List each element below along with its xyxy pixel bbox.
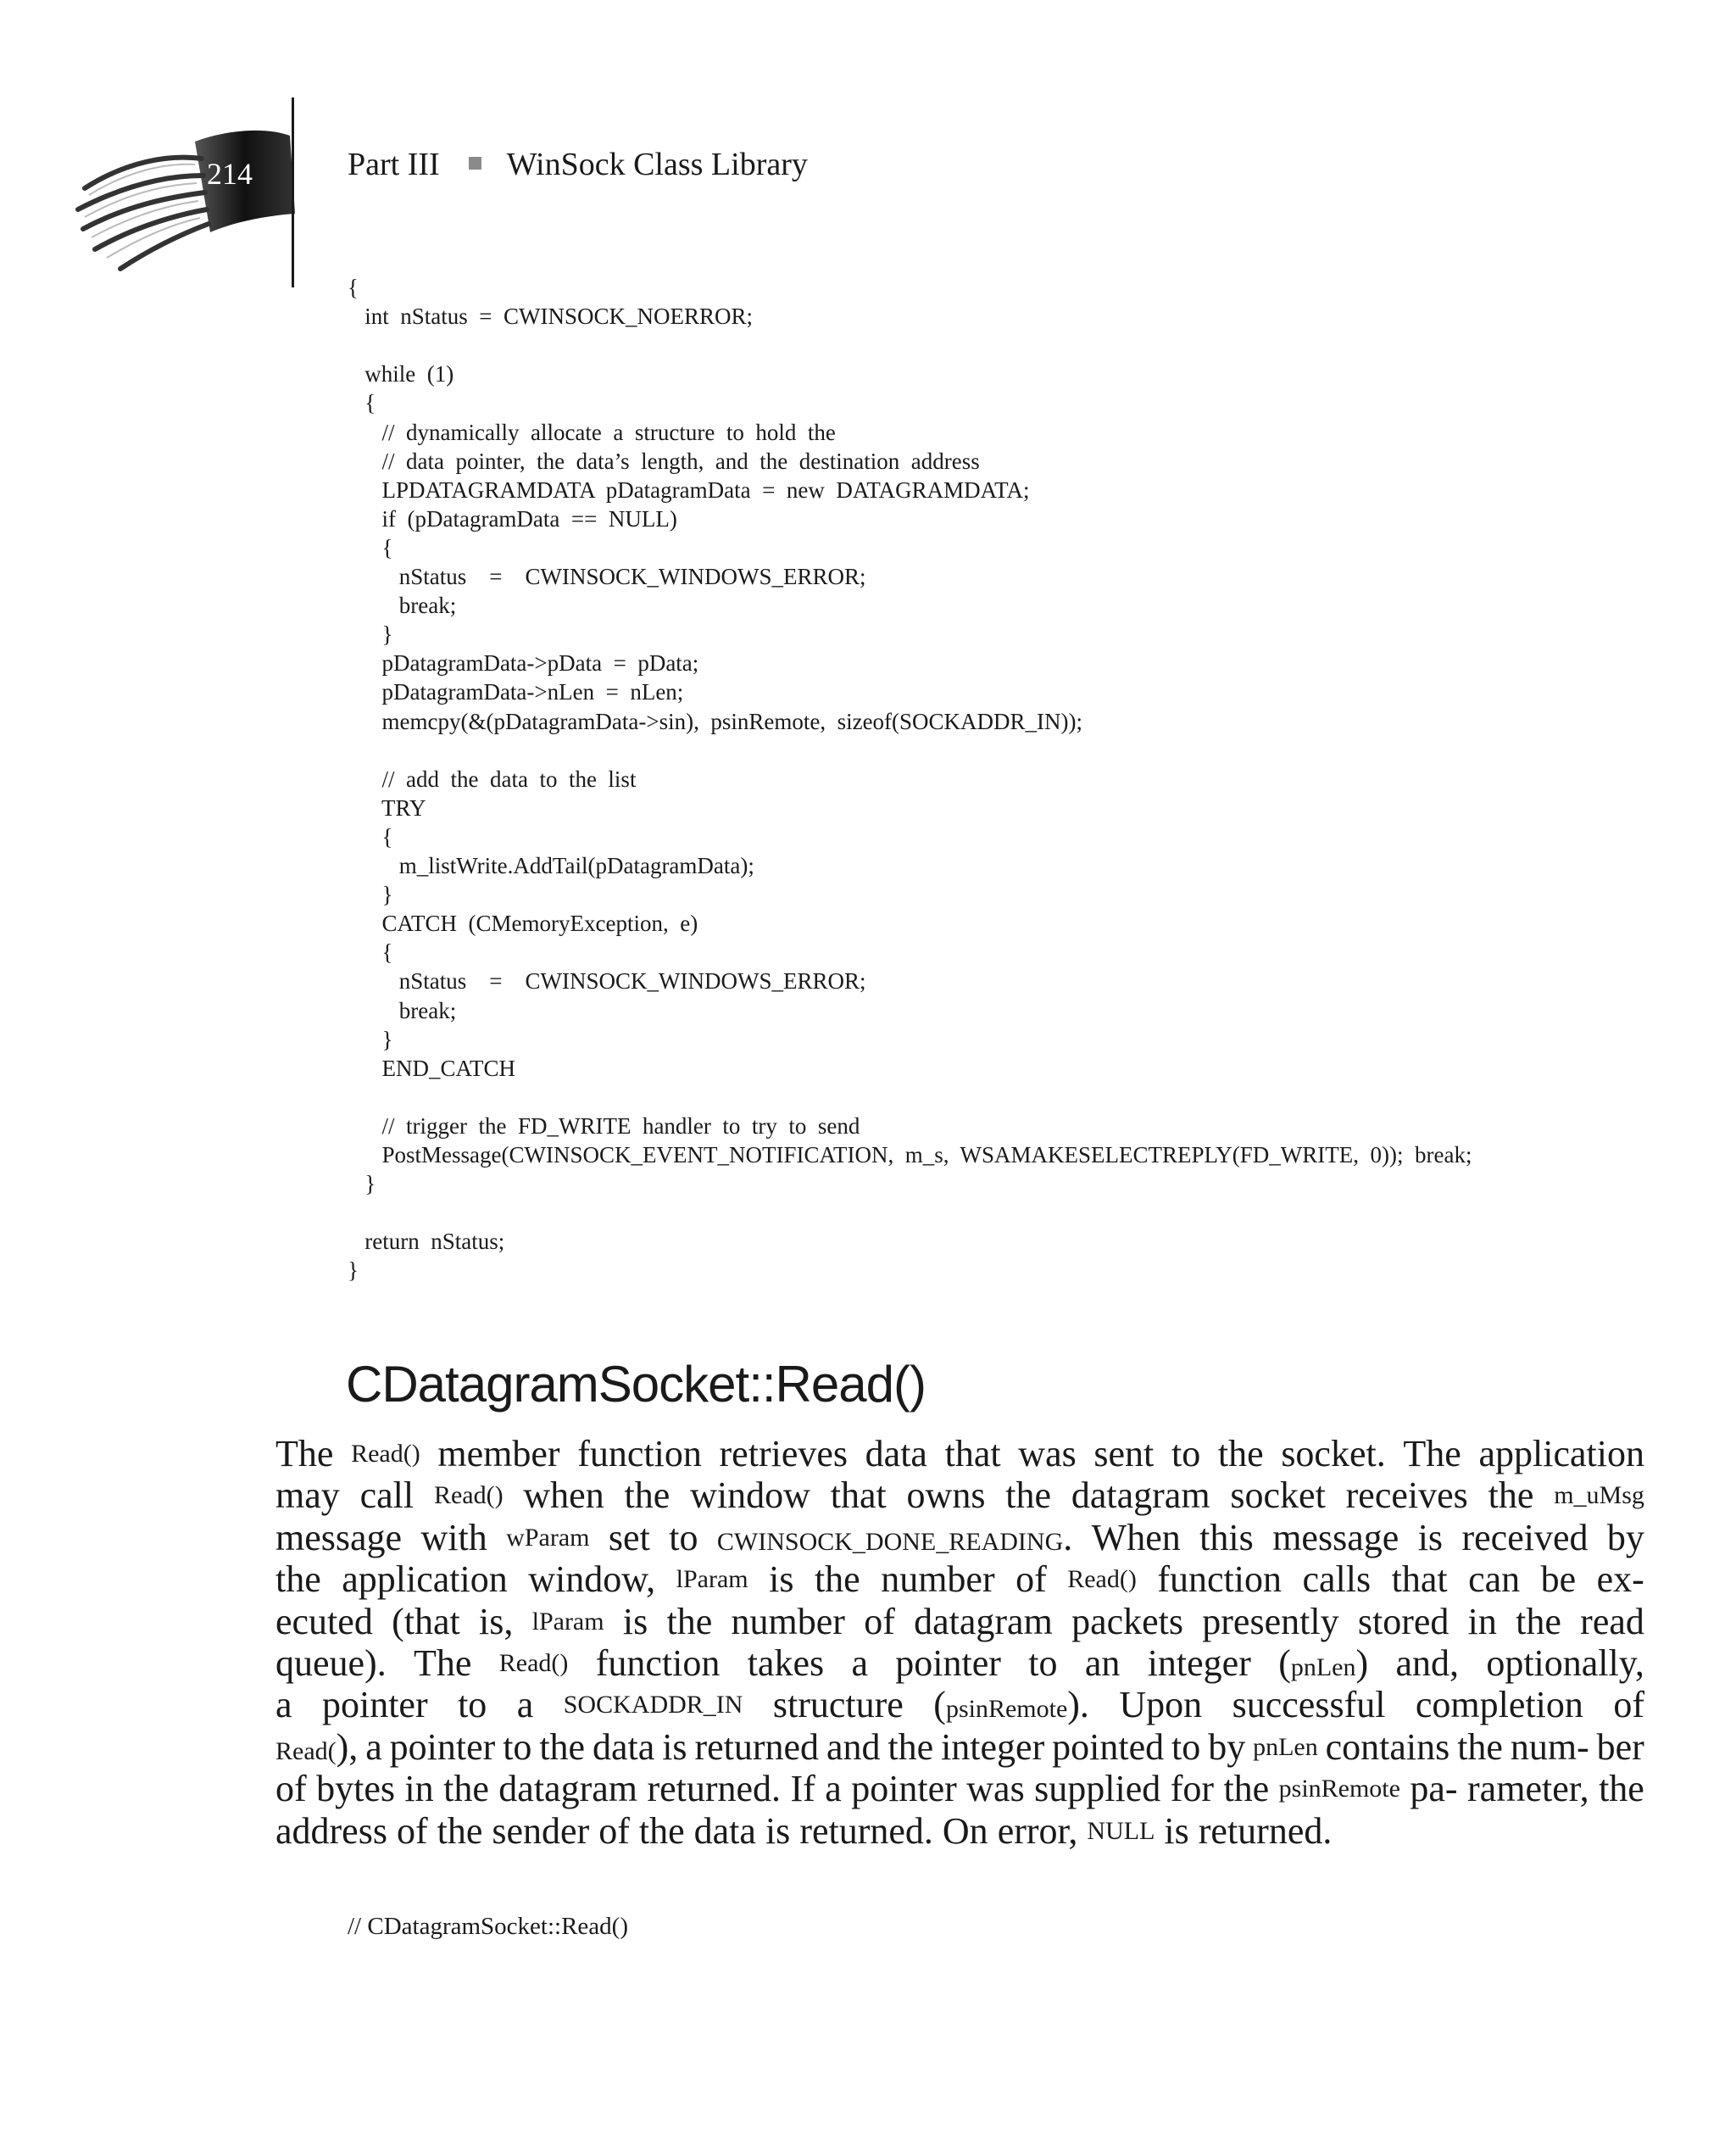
paragraph-word: the [539,1725,586,1768]
paragraph-word: socket [1230,1474,1326,1517]
paragraph-word: of [396,1809,428,1852]
paragraph-word: presently [1202,1600,1339,1642]
paragraph-word: pointer [321,1684,428,1726]
paragraph-word: wParam [506,1523,590,1552]
code-line: while (1) [348,361,454,387]
paragraph-word: ex- [1596,1558,1644,1601]
paragraph-word: lParam [531,1607,604,1636]
paragraph-word: The [1403,1433,1461,1474]
part-label: Part III [348,147,440,182]
paragraph-word: pa- [1410,1768,1458,1810]
code-line: END_CATCH [348,1055,516,1081]
paragraph-word: Read(), [275,1725,359,1768]
paragraph-word: When [1091,1516,1181,1558]
paragraph-word: of [275,1768,307,1810]
pointing-hand-icon [68,95,322,290]
paragraph-word: pointed [1052,1725,1165,1768]
code-line: m_listWrite.AddTail(pDatagramData); [348,853,754,878]
paragraph-word: to [669,1516,698,1558]
code-line: } [348,621,393,648]
paragraph-word: supplied [1034,1768,1161,1810]
chapter-title: WinSock Class Library [506,147,808,182]
paragraph-word: stored [1357,1600,1449,1642]
paragraph-word: application [342,1558,508,1601]
code-line: // data pointer, the data’s length, and the destination address [348,448,980,474]
paragraph-word: window [690,1474,810,1517]
paragraph-word: pointer [851,1768,957,1810]
paragraph-word: pnLen [1253,1732,1318,1761]
paragraph-word: window, [528,1558,656,1601]
paragraph-line [275,1726,1644,1768]
code-line: int nStatus = CWINSOCK_NOERROR; [348,304,754,330]
paragraph-word: completion [1415,1684,1583,1726]
code-line: nStatus = CWINSOCK_WINDOWS_ERROR; [348,968,866,995]
paragraph-word: SOCKADDR_IN [563,1691,743,1719]
paragraph-word: is [769,1558,794,1601]
paragraph-word: for [1170,1768,1214,1810]
paragraph-line [275,1768,1644,1809]
paragraph-word: the [887,1725,934,1768]
paragraph-word: returned. [647,1768,782,1810]
paragraph-word: is [622,1600,648,1642]
code-line: break; [348,593,457,619]
paragraph-word: with [420,1516,487,1558]
paragraph-word: message [275,1516,403,1558]
code-line: } [348,1026,393,1052]
paragraph-word: The [414,1641,472,1684]
paragraph-word: a [851,1641,868,1684]
vertical-rule [292,98,294,287]
paragraph-word: received [1461,1516,1589,1558]
paragraph-word: takes [747,1641,825,1684]
code-line: } [348,882,393,908]
paragraph-word: of [1613,1684,1644,1726]
code-line: if (pDatagramData == NULL) [348,505,677,532]
paragraph-word: that [830,1474,887,1517]
paragraph-word: address [275,1809,387,1852]
paragraph-word: (that [392,1600,460,1642]
paragraph-word: when [523,1474,604,1517]
paragraph-word: If [790,1768,815,1810]
paragraph-line [275,1642,1644,1684]
paragraph-word: function [595,1641,721,1684]
paragraph-word: by [1606,1516,1644,1558]
paragraph-word: the [624,1474,670,1517]
paragraph-word: an [1084,1641,1121,1684]
paragraph-word: is [1164,1809,1189,1852]
paragraph-word: datagram [498,1768,637,1810]
code-line: memcpy(&(pDatagramData->sin), psinRemote, sizeof(SOCKADDR_IN)); [348,708,1083,734]
paragraph-word: may [275,1474,340,1517]
paragraph-word: in [404,1768,434,1810]
paragraph-word: The [275,1433,334,1474]
paragraph-word: is [765,1809,791,1852]
paragraph-word: is, [478,1600,514,1642]
paragraph-word: Read() [433,1481,504,1510]
code-line: { [348,823,393,850]
paragraph-word: and, [1395,1641,1459,1684]
paragraph-word: Read() [498,1648,569,1677]
paragraph-word: (pnLen) [1278,1641,1369,1684]
code-line: } [348,1171,376,1197]
paragraph-word: this [1199,1516,1254,1558]
paragraph-word: to [458,1684,487,1726]
paragraph-word: the [437,1809,483,1852]
paragraph-word: queue). [275,1641,387,1684]
paragraph-word: integer [941,1725,1045,1768]
paragraph-word: NULL [1087,1816,1155,1845]
paragraph-word: a [825,1768,842,1810]
paragraph-word: is [662,1725,687,1768]
code-line: LPDATAGRAMDATA pDatagramData = new DATAGRAMDATA; [348,477,1030,503]
code-line: // add the data to the list [348,766,637,792]
paragraph-line [275,1810,1644,1852]
paragraph-word: structure [772,1684,904,1726]
code-line: { [348,275,359,300]
paragraph-word: that [1391,1558,1448,1601]
paragraph-word: function [577,1433,702,1474]
paragraph-word: of [1015,1558,1047,1601]
paragraph-word: the [1217,1433,1264,1474]
paragraph-word: to [503,1725,532,1768]
paragraph-word: retrieves [719,1433,848,1474]
paragraph-word: a [365,1725,382,1768]
paragraph-word: was [966,1768,1025,1810]
paragraph-word: sent [1093,1433,1155,1474]
paragraph-word: a [516,1684,534,1726]
paragraph-line [275,1684,1644,1725]
separator-square-icon [469,157,481,170]
paragraph-word: bytes [316,1768,395,1810]
paragraph-word: the [1599,1768,1644,1810]
code-comment: // CDatagramSocket::Read() [348,1913,628,1940]
paragraph-word: returned. [1198,1809,1333,1852]
paragraph-word: of [598,1809,630,1852]
paragraph-word: returned [694,1725,820,1768]
paragraph-word: a [275,1684,292,1726]
paragraph-word: member [437,1433,560,1474]
paragraph-word: the [1488,1474,1534,1517]
paragraph-word: packets [1071,1600,1184,1642]
paragraph-word: the [814,1558,860,1601]
paragraph-word: call [359,1474,415,1517]
paragraph-word: datagram [914,1600,1053,1642]
section-title: CDatagramSocket::Read() [346,1356,926,1413]
code-line: TRY [348,794,426,821]
paragraph-word: the [666,1600,713,1642]
paragraph-word: and [826,1725,881,1768]
paragraph-word: is [1417,1516,1444,1558]
paragraph-word: the [275,1558,321,1601]
paragraph-word: integer [1147,1641,1251,1684]
paragraph-word: error, [997,1809,1078,1852]
paragraph-word: was [1018,1433,1077,1474]
code-line: nStatus = CWINSOCK_WINDOWS_ERROR; [348,564,866,589]
paragraph-word: optionally, [1486,1641,1644,1684]
paragraph-word: to [1171,1433,1201,1474]
paragraph-word: CWINSOCK_DONE_READING. [716,1516,1073,1558]
paragraph-word: num- [1510,1725,1589,1768]
paragraph-line [275,1601,1644,1642]
code-line: // dynamically allocate a structure to hold the [348,419,836,445]
paragraph-word: can [1468,1558,1521,1601]
code-line: pDatagramData->nLen = nLen; [348,679,684,705]
body-paragraph [275,1433,1644,1852]
paragraph-word: to [1171,1725,1201,1768]
paragraph-word: pointer [895,1641,1001,1684]
code-line: break; [348,997,457,1023]
paragraph-word: Read() [1067,1565,1137,1594]
paragraph-word: On [942,1809,988,1852]
paragraph-word: in [1467,1600,1497,1642]
paragraph-line [275,1433,1644,1474]
paragraph-word: sender [492,1809,590,1852]
paragraph-word: owns [906,1474,986,1517]
paragraph-line [275,1558,1644,1600]
paragraph-word: lParam [676,1565,748,1594]
code-line: { [348,939,393,966]
paragraph-word: message [1272,1516,1399,1558]
code-line: // trigger the FD_WRITE handler to try to send [348,1112,860,1139]
paragraph-word: datagram [1071,1474,1210,1517]
paragraph-word: data [865,1433,927,1474]
code-line: PostMessage(CWINSOCK_EVENT_NOTIFICATION, m_s, WSAMAKESELECTREPLY(FD_WRITE, 0)); break; [348,1142,1472,1168]
paragraph-word: that [944,1433,1001,1474]
paragraph-word: of [864,1600,895,1642]
paragraph-word: m_uMsg [1554,1481,1644,1510]
paragraph-word: set [608,1516,650,1558]
paragraph-word: successful [1232,1684,1386,1726]
paragraph-word: function [1157,1558,1282,1601]
paragraph-word: ber [1596,1725,1644,1768]
paragraph-word: by [1208,1725,1246,1768]
running-head [348,146,808,183]
paragraph-word: be [1540,1558,1577,1601]
paragraph-word: the [638,1809,685,1852]
code-line: { [348,390,376,416]
paragraph-word: number [881,1558,995,1601]
code-line: return nStatus; [348,1229,505,1255]
paragraph-word: contains [1325,1725,1450,1768]
paragraph-line [275,1474,1644,1516]
paragraph-word: Read() [351,1440,420,1468]
paragraph-word: socket. [1281,1433,1386,1474]
paragraph-word: rameter, [1467,1768,1589,1810]
paragraph-word: the [1457,1725,1503,1768]
page-number: 214 [207,157,253,191]
paragraph-word: the [1223,1768,1270,1810]
code-line: pDatagramData->pData = pData; [348,650,699,677]
code-line: CATCH (CMemoryException, e) [348,911,698,937]
paragraph-word: application [1478,1433,1644,1474]
paragraph-word: Upon [1119,1684,1203,1726]
paragraph-word: data [693,1809,756,1852]
paragraph-word: the [443,1768,489,1810]
paragraph-word: read [1580,1600,1644,1642]
code-line: { [348,534,393,560]
paragraph-word: pointer [389,1725,496,1768]
paragraph-word: (psinRemote). [933,1684,1089,1726]
paragraph-word: the [1005,1474,1052,1517]
paragraph-word: data [593,1725,655,1768]
paragraph-word: to [1028,1641,1058,1684]
paragraph-word: number [731,1600,845,1642]
paragraph-word: calls [1302,1558,1372,1601]
paragraph-line [275,1517,1644,1558]
paragraph-word: psinRemote [1278,1775,1400,1803]
paragraph-word: ecuted [275,1600,373,1642]
paragraph-word: the [1516,1600,1561,1642]
code-line: } [348,1257,359,1284]
paragraph-word: returned. [799,1809,933,1852]
paragraph-word: receives [1345,1474,1468,1517]
